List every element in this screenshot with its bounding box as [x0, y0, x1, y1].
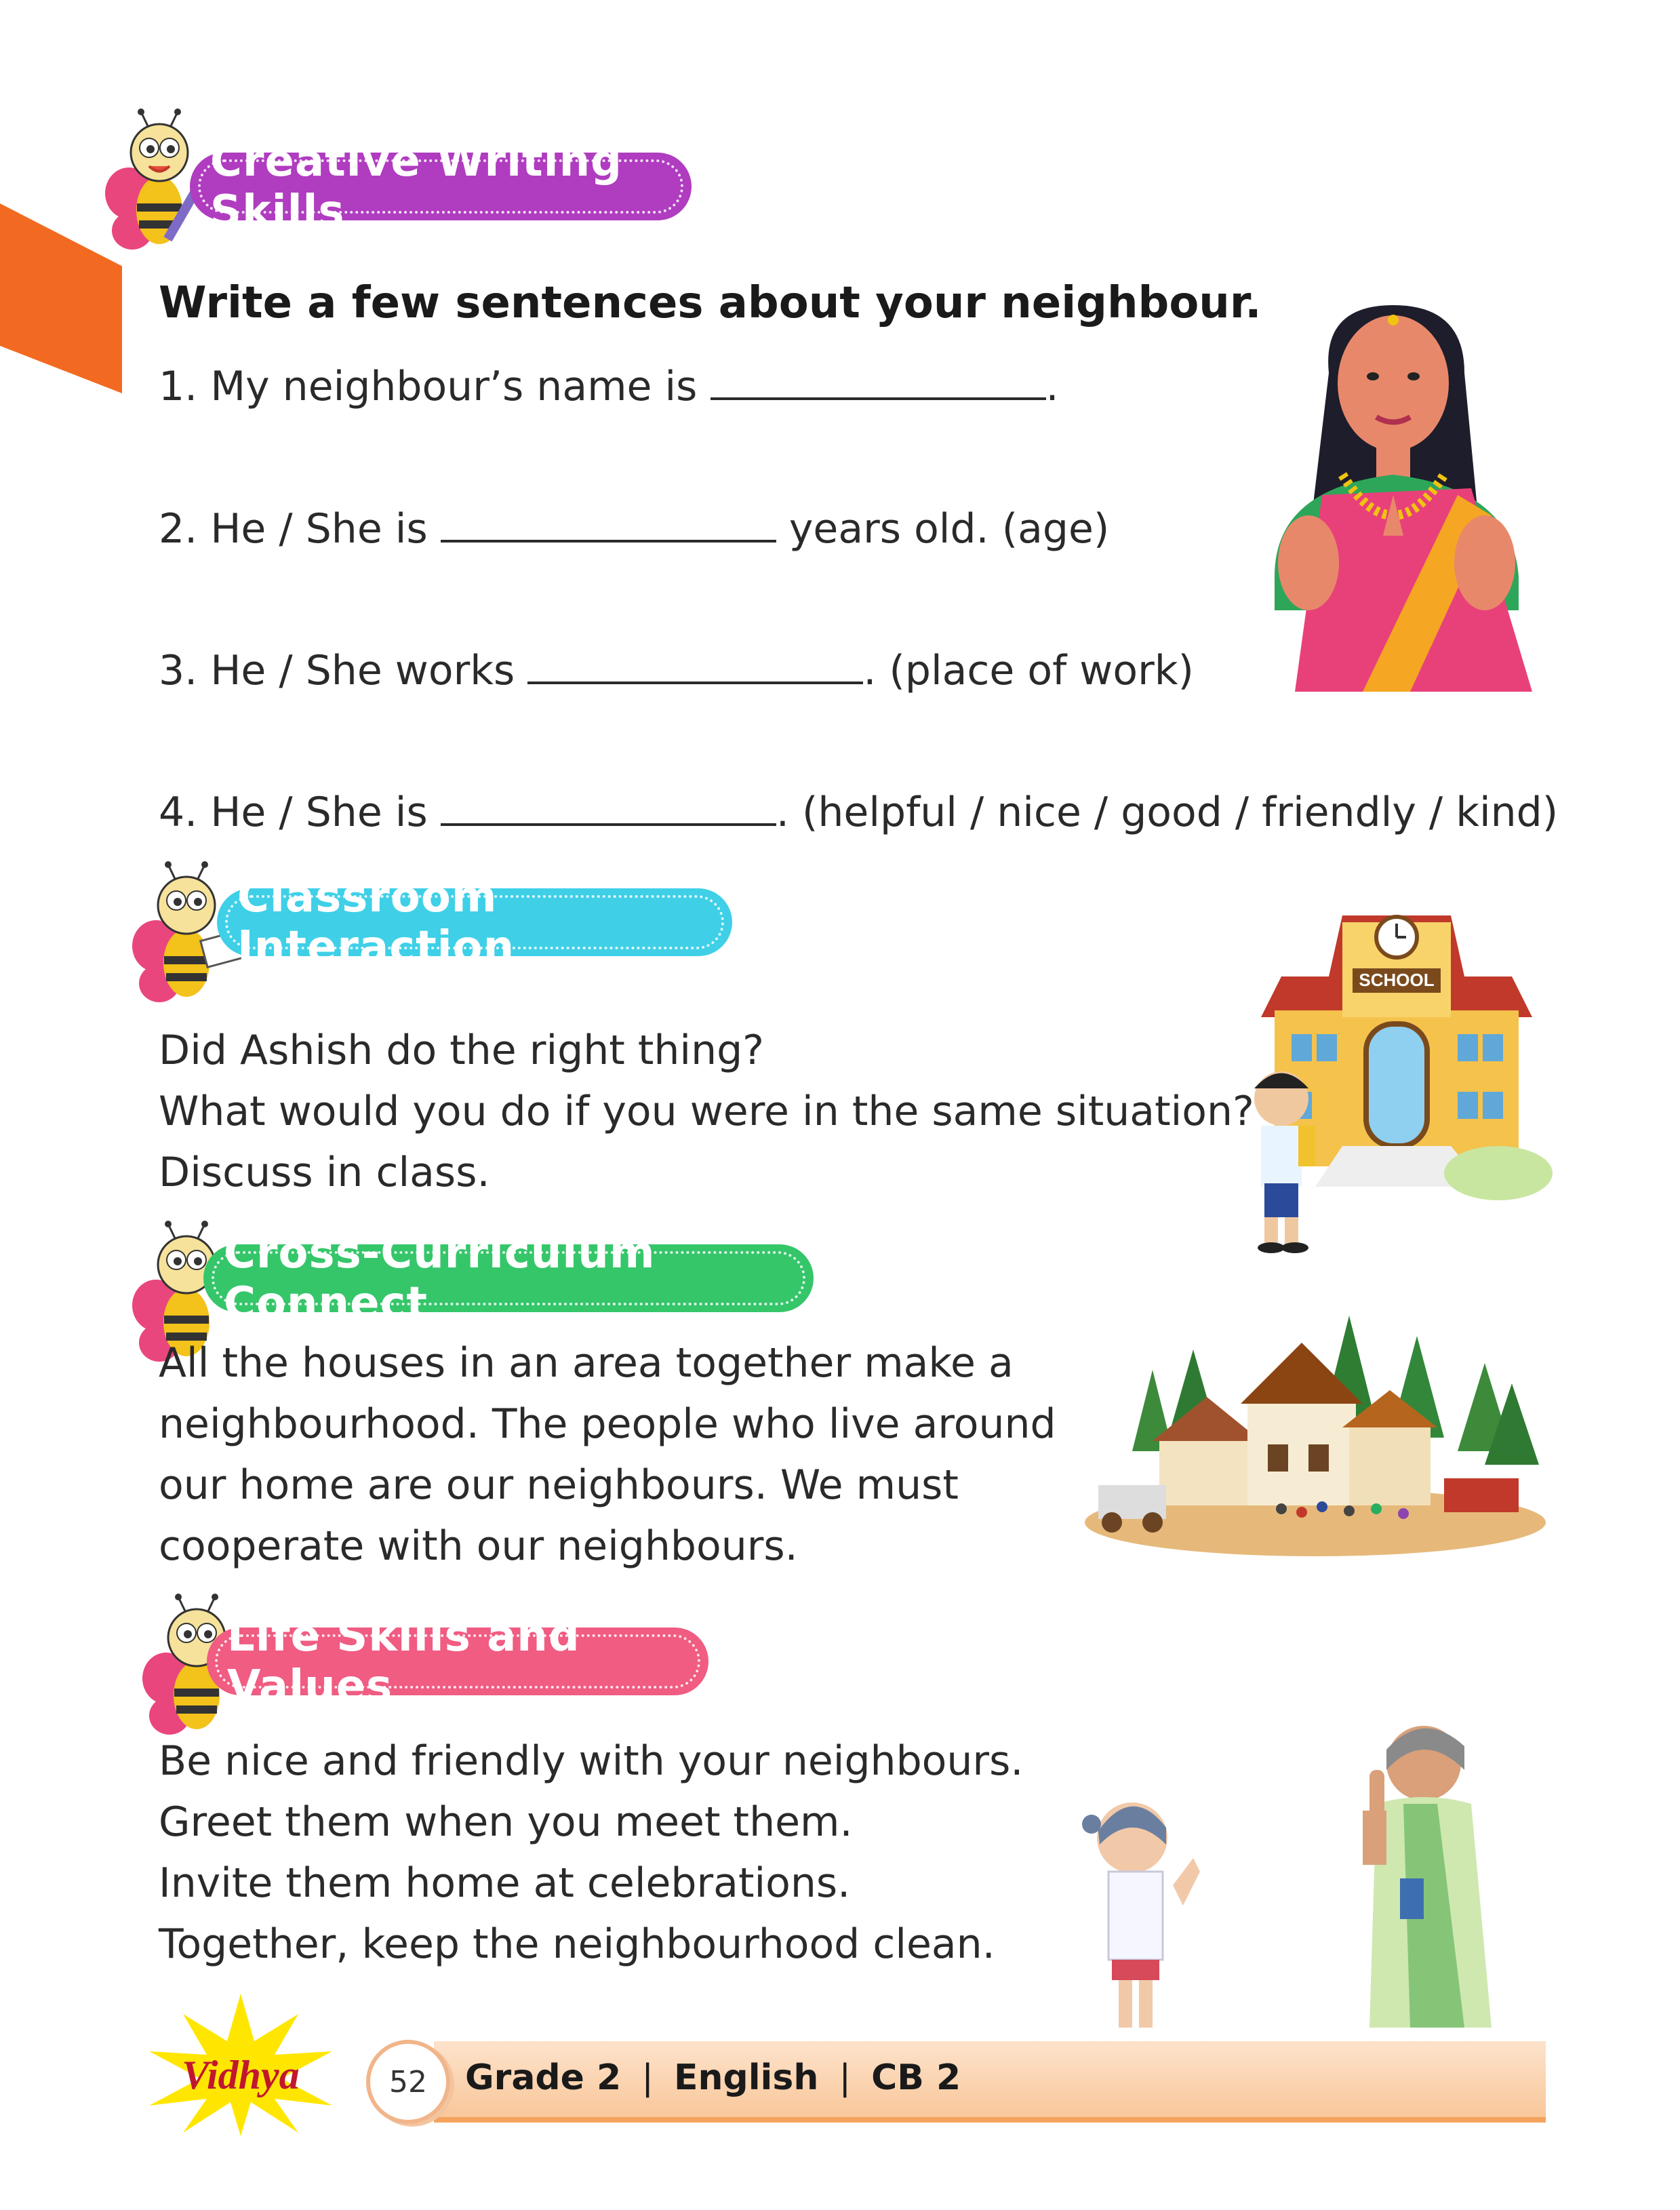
classroom-line-3: Discuss in class.: [159, 1149, 490, 1196]
life-line-1: Be nice and friendly with your neighbours.: [159, 1737, 1024, 1785]
creative-writing-heading: Creative Writing Skills: [190, 153, 692, 220]
vidhya-logo-text: Vidhya: [182, 2053, 300, 2097]
vidhya-logo: [129, 1987, 353, 2136]
girl-greeting-woman-illustration: [1058, 1709, 1559, 2034]
classroom-line-1: Did Ashish do the right thing?: [159, 1027, 765, 1074]
fill-in-item-1: 1. My neighbour’s name is .: [159, 356, 1059, 417]
life-line-3: Invite them home at celebrations.: [159, 1859, 851, 1907]
life-skills-text: [159, 1731, 1023, 1975]
footer-separator-1: |: [641, 2057, 654, 2098]
neighbourhood-village-illustration: [1078, 1288, 1553, 1560]
classroom-text: [159, 1020, 1254, 1203]
fill-in-item-3: 3. He / She works . (place of work): [159, 640, 1194, 701]
school-sign: SCHOOL: [1359, 970, 1435, 990]
footer-book-info: [465, 2052, 961, 2104]
answer-blank-4[interactable]: [441, 783, 776, 826]
footer-separator-2: |: [839, 2057, 851, 2098]
footer-book: CB 2: [871, 2057, 961, 2098]
cross-curriculum-text: [159, 1333, 1056, 1577]
page-number: 52: [366, 2040, 450, 2124]
creative-writing-prompt: Write a few sentences about your neighbour.: [159, 278, 1262, 328]
cross-line-4: cooperate with our neighbours.: [159, 1522, 798, 1570]
life-line-2: Greet them when you meet them.: [159, 1798, 853, 1846]
footer-subject: English: [673, 2057, 819, 2098]
cross-line-3: our home are our neighbours. We must: [159, 1461, 959, 1509]
answer-blank-3[interactable]: [527, 641, 863, 684]
cross-curriculum-heading: Cross-Curriculum Connect: [203, 1244, 814, 1312]
cross-line-2: neighbourhood. The people who live around: [159, 1400, 1056, 1448]
footer-grade: Grade 2: [465, 2057, 622, 2098]
classroom-interaction-heading: Classroom Interaction: [217, 888, 732, 956]
answer-blank-1[interactable]: [711, 357, 1046, 400]
school-boy-illustration: [1241, 875, 1559, 1255]
woman-namaste-illustration: [1247, 292, 1546, 692]
classroom-line-2: What would you do if you were in the same situation?: [159, 1088, 1254, 1135]
life-skills-heading: Life Skills and Values: [207, 1627, 708, 1695]
life-line-4: Together, keep the neighbourhood clean.: [159, 1920, 995, 1968]
fill-in-item-4: 4. He / She is . (helpful / nice / good / friendly / kind): [159, 782, 1558, 843]
fill-in-item-2: 2. He / She is years old. (age): [159, 498, 1109, 559]
answer-blank-2[interactable]: [441, 499, 776, 542]
cross-line-1: All the houses in an area together make a: [159, 1339, 1014, 1387]
